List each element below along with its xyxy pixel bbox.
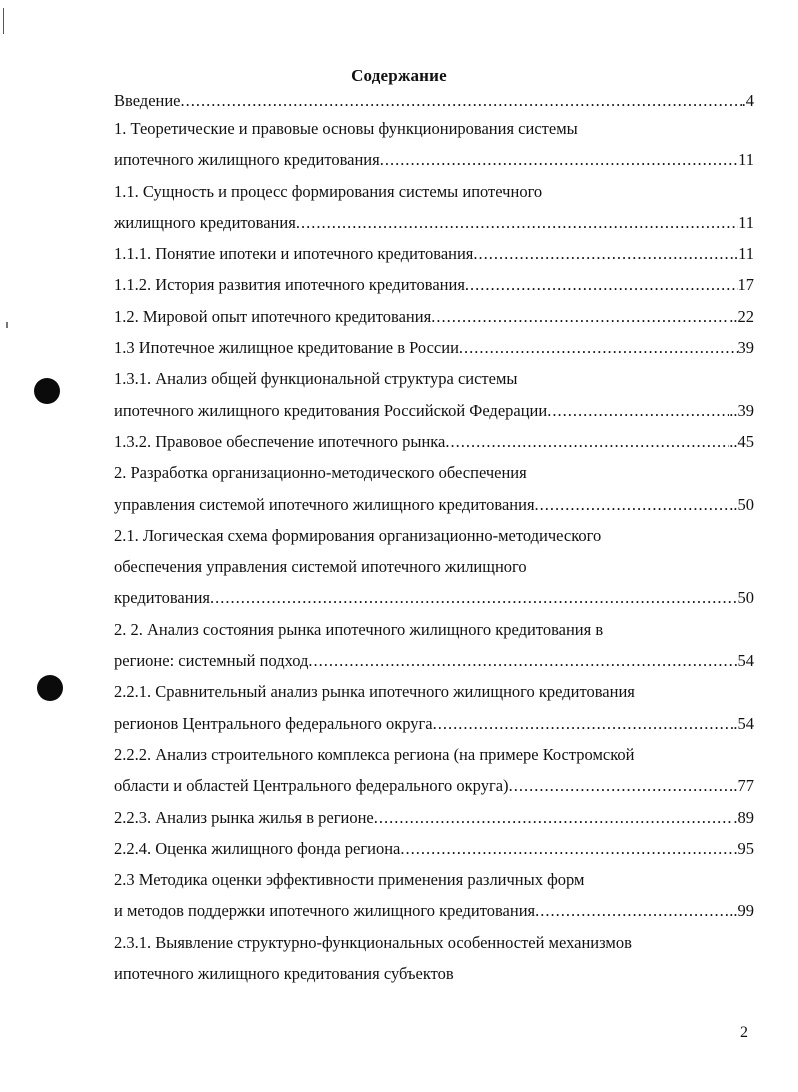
toc-page-number: 95 (737, 838, 754, 858)
toc-entry-text: ипотечного жилищного кредитования (114, 150, 380, 170)
toc-page-number: .50 (733, 494, 754, 514)
toc-dot-leader (465, 269, 738, 300)
toc-line (114, 301, 754, 332)
toc-page-number: ..39 (729, 400, 754, 420)
toc-entry-text: ипотечного жилищного кредитования субъектов (114, 964, 454, 984)
toc-entry-text: и методов поддержки ипотечного жилищного кредитования (114, 901, 536, 921)
toc-page-number: .89 (733, 807, 754, 827)
toc-page-number: 50 (737, 588, 754, 608)
toc-line (114, 207, 754, 238)
toc-dot-leader (445, 426, 729, 457)
toc-entry-text: 1.1.1. Понятие ипотеки и ипотечного кредитования (114, 244, 474, 264)
toc-entry-text: 1.2. Мировой опыт ипотечного кредитования (114, 306, 432, 326)
toc-line (114, 269, 754, 300)
toc-page-number: 39 (737, 338, 754, 358)
toc-entry-text: 1.3 Ипотечное жилищное кредитование в России (114, 338, 459, 358)
toc-dot-leader (535, 895, 729, 926)
toc-entry-text: 2.3.1. Выявление структурно-функциональных особенностей механизмов (114, 932, 632, 952)
toc-line (114, 238, 754, 269)
toc-page-number: .4 (741, 91, 754, 110)
toc-line (114, 176, 754, 207)
toc-entry-text: кредитования (114, 588, 210, 608)
toc-line (114, 88, 754, 113)
toc-line (114, 833, 754, 864)
toc-entry-text: 2.2.1. Сравнительный анализ рынка ипотечного жилищного кредитования (114, 682, 635, 702)
toc-page-number: .77 (733, 776, 754, 796)
toc-entry-text: Введение (114, 91, 181, 110)
toc-page-number: 11 (738, 212, 754, 232)
toc-entry-text: жилищного кредитования (114, 212, 296, 232)
toc-line (114, 582, 754, 613)
toc-entry-text: 2. 2. Анализ состояния рынка ипотечного жилищного кредитования в (114, 619, 604, 639)
toc-dot-leader (547, 395, 729, 426)
toc-entry-text: 2. Разработка организационно-методического обеспечения (114, 463, 527, 483)
toc-page-number: .11 (733, 244, 754, 264)
toc-line (114, 895, 754, 926)
toc-line (114, 113, 754, 144)
toc-line (114, 426, 754, 457)
toc-line (114, 676, 754, 707)
toc-dot-leader (535, 489, 734, 520)
toc-entry-text: 2.1. Логическая схема формирования организационно-методического (114, 525, 602, 545)
toc-line (114, 520, 754, 551)
toc-line (114, 551, 754, 582)
toc-line (114, 770, 754, 801)
toc-dot-leader (400, 833, 737, 864)
toc-entry-text: 2.2.2. Анализ строительного комплекса региона (на примере Костромской (114, 744, 635, 764)
toc-line (114, 739, 754, 770)
toc-dot-leader (459, 332, 738, 363)
toc-entry-text: 2.3 Методика оценки эффективности применения различных форм (114, 870, 585, 890)
toc-page-number: 17 (737, 275, 754, 295)
toc-line (114, 645, 754, 676)
toc-entry-text: 1.1. Сущность и процесс формирования системы ипотечного (114, 181, 543, 201)
toc-entry-text: 1.3.2. Правовое обеспечение ипотечного рынка (114, 431, 446, 451)
scan-edge-mark (3, 8, 4, 34)
toc-line (114, 864, 754, 895)
toc-line (114, 489, 754, 520)
toc-line (114, 614, 754, 645)
toc-dot-leader (374, 802, 734, 833)
toc-line (114, 395, 754, 426)
toc-dot-leader (181, 88, 742, 113)
toc-entry-text: регионе: системный подход (114, 651, 309, 671)
toc-entry-text: 2.2.3. Анализ рынка жилья в регионе (114, 807, 374, 827)
toc-line (114, 144, 754, 175)
toc-page-number: ..99 (729, 901, 754, 921)
toc-entry-text: 1. Теоретические и правовые основы функционирования системы (114, 119, 578, 138)
toc-dot-leader (308, 645, 737, 676)
punch-hole-bottom (37, 675, 63, 701)
toc-line (114, 927, 754, 958)
toc-entry-text: области и областей Центрального федерального округа) (114, 776, 509, 796)
toc-line (114, 958, 754, 989)
scan-speck (6, 322, 8, 328)
toc-dot-leader (380, 144, 738, 175)
toc-line (114, 802, 754, 833)
toc-line (114, 363, 754, 394)
toc-dot-leader (473, 238, 734, 269)
toc-line (114, 332, 754, 363)
toc-entry-text: 1.1.2. История развития ипотечного кредитования (114, 275, 465, 295)
toc-page-number: 11 (738, 150, 754, 170)
toc-page-number: ..45 (729, 431, 754, 451)
toc-dot-leader (509, 770, 734, 801)
toc-dot-leader (296, 207, 738, 238)
toc-entry-text: ипотечного жилищного кредитования Российской Федерации (114, 400, 548, 420)
toc-line (114, 457, 754, 488)
toc-entry-text: управления системой ипотечного жилищного кредитования (114, 494, 535, 514)
toc-page-number: ..22 (729, 306, 754, 326)
toc-page-number: .54 (733, 713, 754, 733)
table-of-contents (114, 88, 754, 989)
page-title: Содержание (351, 66, 447, 85)
toc-line (114, 708, 754, 739)
toc-entry-text: обеспечения управления системой ипотечного жилищного (114, 557, 527, 577)
punch-hole-top (34, 378, 60, 404)
page-number: 2 (740, 1024, 748, 1041)
toc-entry-text: регионов Центрального федерального округа (114, 713, 433, 733)
toc-dot-leader (210, 582, 738, 613)
toc-entry-text: 2.2.4. Оценка жилищного фонда региона (114, 838, 401, 858)
toc-page-number: 54 (737, 651, 754, 671)
toc-dot-leader (433, 708, 734, 739)
toc-entry-text: 1.3.1. Анализ общей функциональной структура системы (114, 369, 518, 389)
toc-dot-leader (431, 301, 729, 332)
